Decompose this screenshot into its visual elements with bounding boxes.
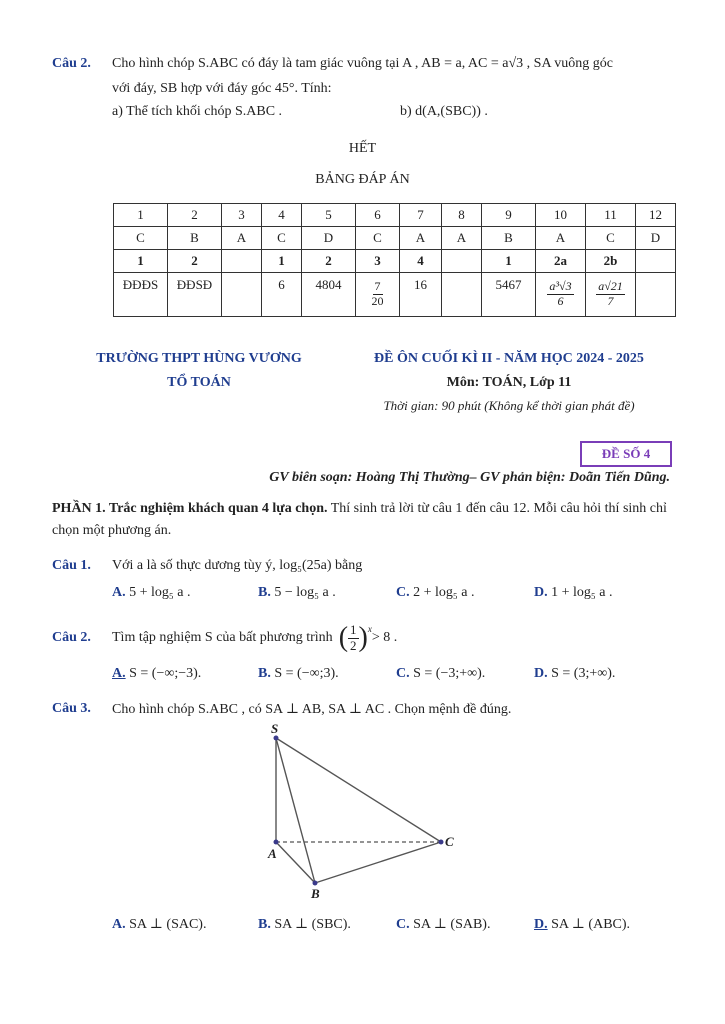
table-cell: 2b xyxy=(586,250,636,273)
part1-desc: Thí sinh trả lời từ câu 1 đến câu 12. Mỗi câu hỏi thí sinh chỉ chọn một phương án. xyxy=(52,501,667,538)
fraction-denominator: 6 xyxy=(557,294,564,308)
fraction xyxy=(547,280,573,309)
option-text: 1 + log₅ a . xyxy=(551,585,613,600)
edge-sc xyxy=(276,738,441,842)
question-label: Câu 3. xyxy=(52,701,91,716)
table-cell xyxy=(442,250,482,273)
option-letter: A. xyxy=(112,917,126,932)
table-cell: 1 xyxy=(114,250,168,273)
table-cell: C xyxy=(114,227,168,250)
question-text: Cho hình chóp S.ABC , có SA ⊥ AB, SA ⊥ AC . Chọn mệnh đề đúng. xyxy=(112,702,512,717)
option-letter: A. xyxy=(112,585,126,600)
fraction xyxy=(348,623,359,654)
vertex-s xyxy=(274,736,279,741)
school-name: TRƯỜNG THPT HÙNG VƯƠNG xyxy=(96,351,302,366)
table-cell: C xyxy=(356,227,400,250)
table-cell: 3 xyxy=(222,204,262,227)
question-text: Cho hình chóp S.ABC có đáy là tam giác vuông tại A , AB = a, AC = a√3 , SA vuông góc xyxy=(112,56,614,71)
table-cell: 2 xyxy=(168,204,222,227)
option-b xyxy=(258,916,351,933)
option-text: SA ⊥ (SBC). xyxy=(274,917,351,932)
fraction xyxy=(596,280,625,309)
vertex-b xyxy=(313,881,318,886)
option-text: S = (−∞;−3). xyxy=(129,666,202,681)
option-a xyxy=(112,916,206,933)
table-cell: A xyxy=(222,227,262,250)
table-cell: 2 xyxy=(302,250,356,273)
part1-intro xyxy=(52,498,672,542)
end-marker: HẾT xyxy=(348,141,377,156)
table-cell: 1 xyxy=(482,250,536,273)
option-letter: B. xyxy=(258,666,271,681)
table-cell: 4 xyxy=(400,250,442,273)
table-cell: D xyxy=(302,227,356,250)
option-d xyxy=(534,666,615,682)
option-c xyxy=(396,585,475,601)
table-cell: 2 xyxy=(168,250,222,273)
department: TỔ TOÁN xyxy=(167,375,231,390)
option-text: 2 + log₅ a . xyxy=(413,585,475,600)
table-cell: 1 xyxy=(114,204,168,227)
option-d xyxy=(534,585,613,601)
option-letter: B. xyxy=(258,585,271,600)
table-cell: 4 xyxy=(262,204,302,227)
table-cell xyxy=(222,273,262,317)
table-cell: C xyxy=(262,227,302,250)
table-cell xyxy=(636,273,676,317)
edge-bc xyxy=(315,842,441,883)
table-cell xyxy=(222,250,262,273)
question-text: Với a là số thực dương tùy ý, log₅(25a) bằng xyxy=(112,558,363,573)
table-cell: A xyxy=(400,227,442,250)
label-b: B xyxy=(311,886,320,900)
fraction xyxy=(372,280,384,309)
edge-sb xyxy=(276,738,315,883)
table-cell: 8 xyxy=(442,204,482,227)
exam-time: Thời gian: 90 phút (Không kể thời gian phát đề) xyxy=(383,398,635,413)
option-letter: B. xyxy=(258,917,271,932)
answer-table-title: BẢNG ĐÁP ÁN xyxy=(315,172,410,187)
table-cell: 10 xyxy=(536,204,586,227)
table-cell: B xyxy=(168,227,222,250)
table-cell xyxy=(442,273,482,317)
table-row xyxy=(114,227,676,250)
table-cell: 5 xyxy=(302,204,356,227)
vertex-a xyxy=(274,840,279,845)
table-cell xyxy=(586,273,636,317)
option-text: 5 + log₅ a . xyxy=(129,585,191,600)
question-text-pre: Tìm tập nghiệm S của bất phương trình xyxy=(112,630,333,645)
exponent: x xyxy=(367,624,372,634)
table-cell: C xyxy=(586,227,636,250)
part-a: a) Thể tích khối chóp S.ABC . xyxy=(112,104,283,119)
option-a xyxy=(112,666,201,682)
option-letter: C. xyxy=(396,585,410,600)
option-letter: D. xyxy=(534,917,548,932)
fraction-numerator: a³√3 xyxy=(549,279,572,294)
part1-title: PHẦN 1. Trắc nghiệm khách quan 4 lựa chọn. xyxy=(52,501,328,516)
table-cell: 6 xyxy=(356,204,400,227)
table-cell: 16 xyxy=(400,273,442,317)
authors: GV biên soạn: Hoàng Thị Thường– GV phản biện: Doãn Tiến Dũng. xyxy=(269,470,670,485)
option-text: S = (−3;+∞). xyxy=(413,666,486,681)
option-c xyxy=(396,666,485,682)
table-cell: D xyxy=(636,227,676,250)
fraction-numerator: 7 xyxy=(374,279,381,294)
table-cell: 1 xyxy=(262,250,302,273)
table-row xyxy=(114,204,676,227)
paren-left: ( xyxy=(338,622,349,653)
exam-number-badge: ĐỀ SỐ 4 xyxy=(580,441,672,467)
table-cell: A xyxy=(536,227,586,250)
fraction-denominator: 20 xyxy=(371,294,384,308)
table-cell: A xyxy=(442,227,482,250)
question-label: Câu 2. xyxy=(52,630,91,645)
question-text-post: > 8 . xyxy=(371,630,398,645)
table-cell: B xyxy=(482,227,536,250)
label-s: S xyxy=(271,721,279,736)
table-cell: 3 xyxy=(356,250,400,273)
option-letter: C. xyxy=(396,917,410,932)
fraction-denominator: 7 xyxy=(607,294,614,308)
table-cell: ĐĐĐS xyxy=(114,273,168,317)
part-b: b) d(A,(SBC)) . xyxy=(400,104,488,119)
fraction-denominator: 2 xyxy=(350,637,357,653)
option-d xyxy=(534,916,630,933)
option-letter: D. xyxy=(534,666,548,681)
table-cell: 6 xyxy=(262,273,302,317)
question-label: Câu 2. xyxy=(52,56,91,71)
fraction-numerator: a√21 xyxy=(598,279,623,294)
vertex-c xyxy=(439,840,444,845)
fraction-numerator: 1 xyxy=(350,621,357,637)
table-cell: 4804 xyxy=(302,273,356,317)
option-text: S = (3;+∞). xyxy=(551,666,616,681)
option-b xyxy=(258,585,336,601)
table-row xyxy=(114,273,676,317)
table-cell: 2a xyxy=(536,250,586,273)
paren-right: ) xyxy=(358,622,368,653)
table-cell xyxy=(536,273,586,317)
table-cell xyxy=(356,273,400,317)
answer-table xyxy=(113,203,676,317)
table-cell: ĐĐSĐ xyxy=(168,273,222,317)
table-cell: 7 xyxy=(400,204,442,227)
option-text: 5 − log₅ a . xyxy=(274,585,336,600)
option-letter: C. xyxy=(396,666,410,681)
option-text: S = (−∞;3). xyxy=(274,666,339,681)
label-a: A xyxy=(268,846,277,861)
exam-title: ĐỀ ÔN CUỐI KÌ II - NĂM HỌC 2024 - 2025 xyxy=(374,351,644,366)
option-c xyxy=(396,916,490,933)
subject: Môn: TOÁN, Lớp 11 xyxy=(446,375,572,390)
option-text: SA ⊥ (SAB). xyxy=(413,917,491,932)
option-a xyxy=(112,585,191,601)
question-text xyxy=(112,622,397,654)
question-text: với đáy, SB hợp với đáy góc 45°. Tính: xyxy=(112,81,332,96)
pyramid-figure xyxy=(255,718,475,900)
option-letter: D. xyxy=(534,585,548,600)
table-cell xyxy=(636,250,676,273)
question-label: Câu 1. xyxy=(52,558,91,573)
option-letter: A. xyxy=(112,666,126,681)
table-cell: 12 xyxy=(636,204,676,227)
option-text: SA ⊥ (SAC). xyxy=(129,917,207,932)
table-cell: 9 xyxy=(482,204,536,227)
label-c: C xyxy=(445,834,454,849)
table-row xyxy=(114,250,676,273)
table-cell: 11 xyxy=(586,204,636,227)
option-text: SA ⊥ (ABC). xyxy=(551,917,631,932)
option-b xyxy=(258,666,339,682)
table-cell: 5467 xyxy=(482,273,536,317)
